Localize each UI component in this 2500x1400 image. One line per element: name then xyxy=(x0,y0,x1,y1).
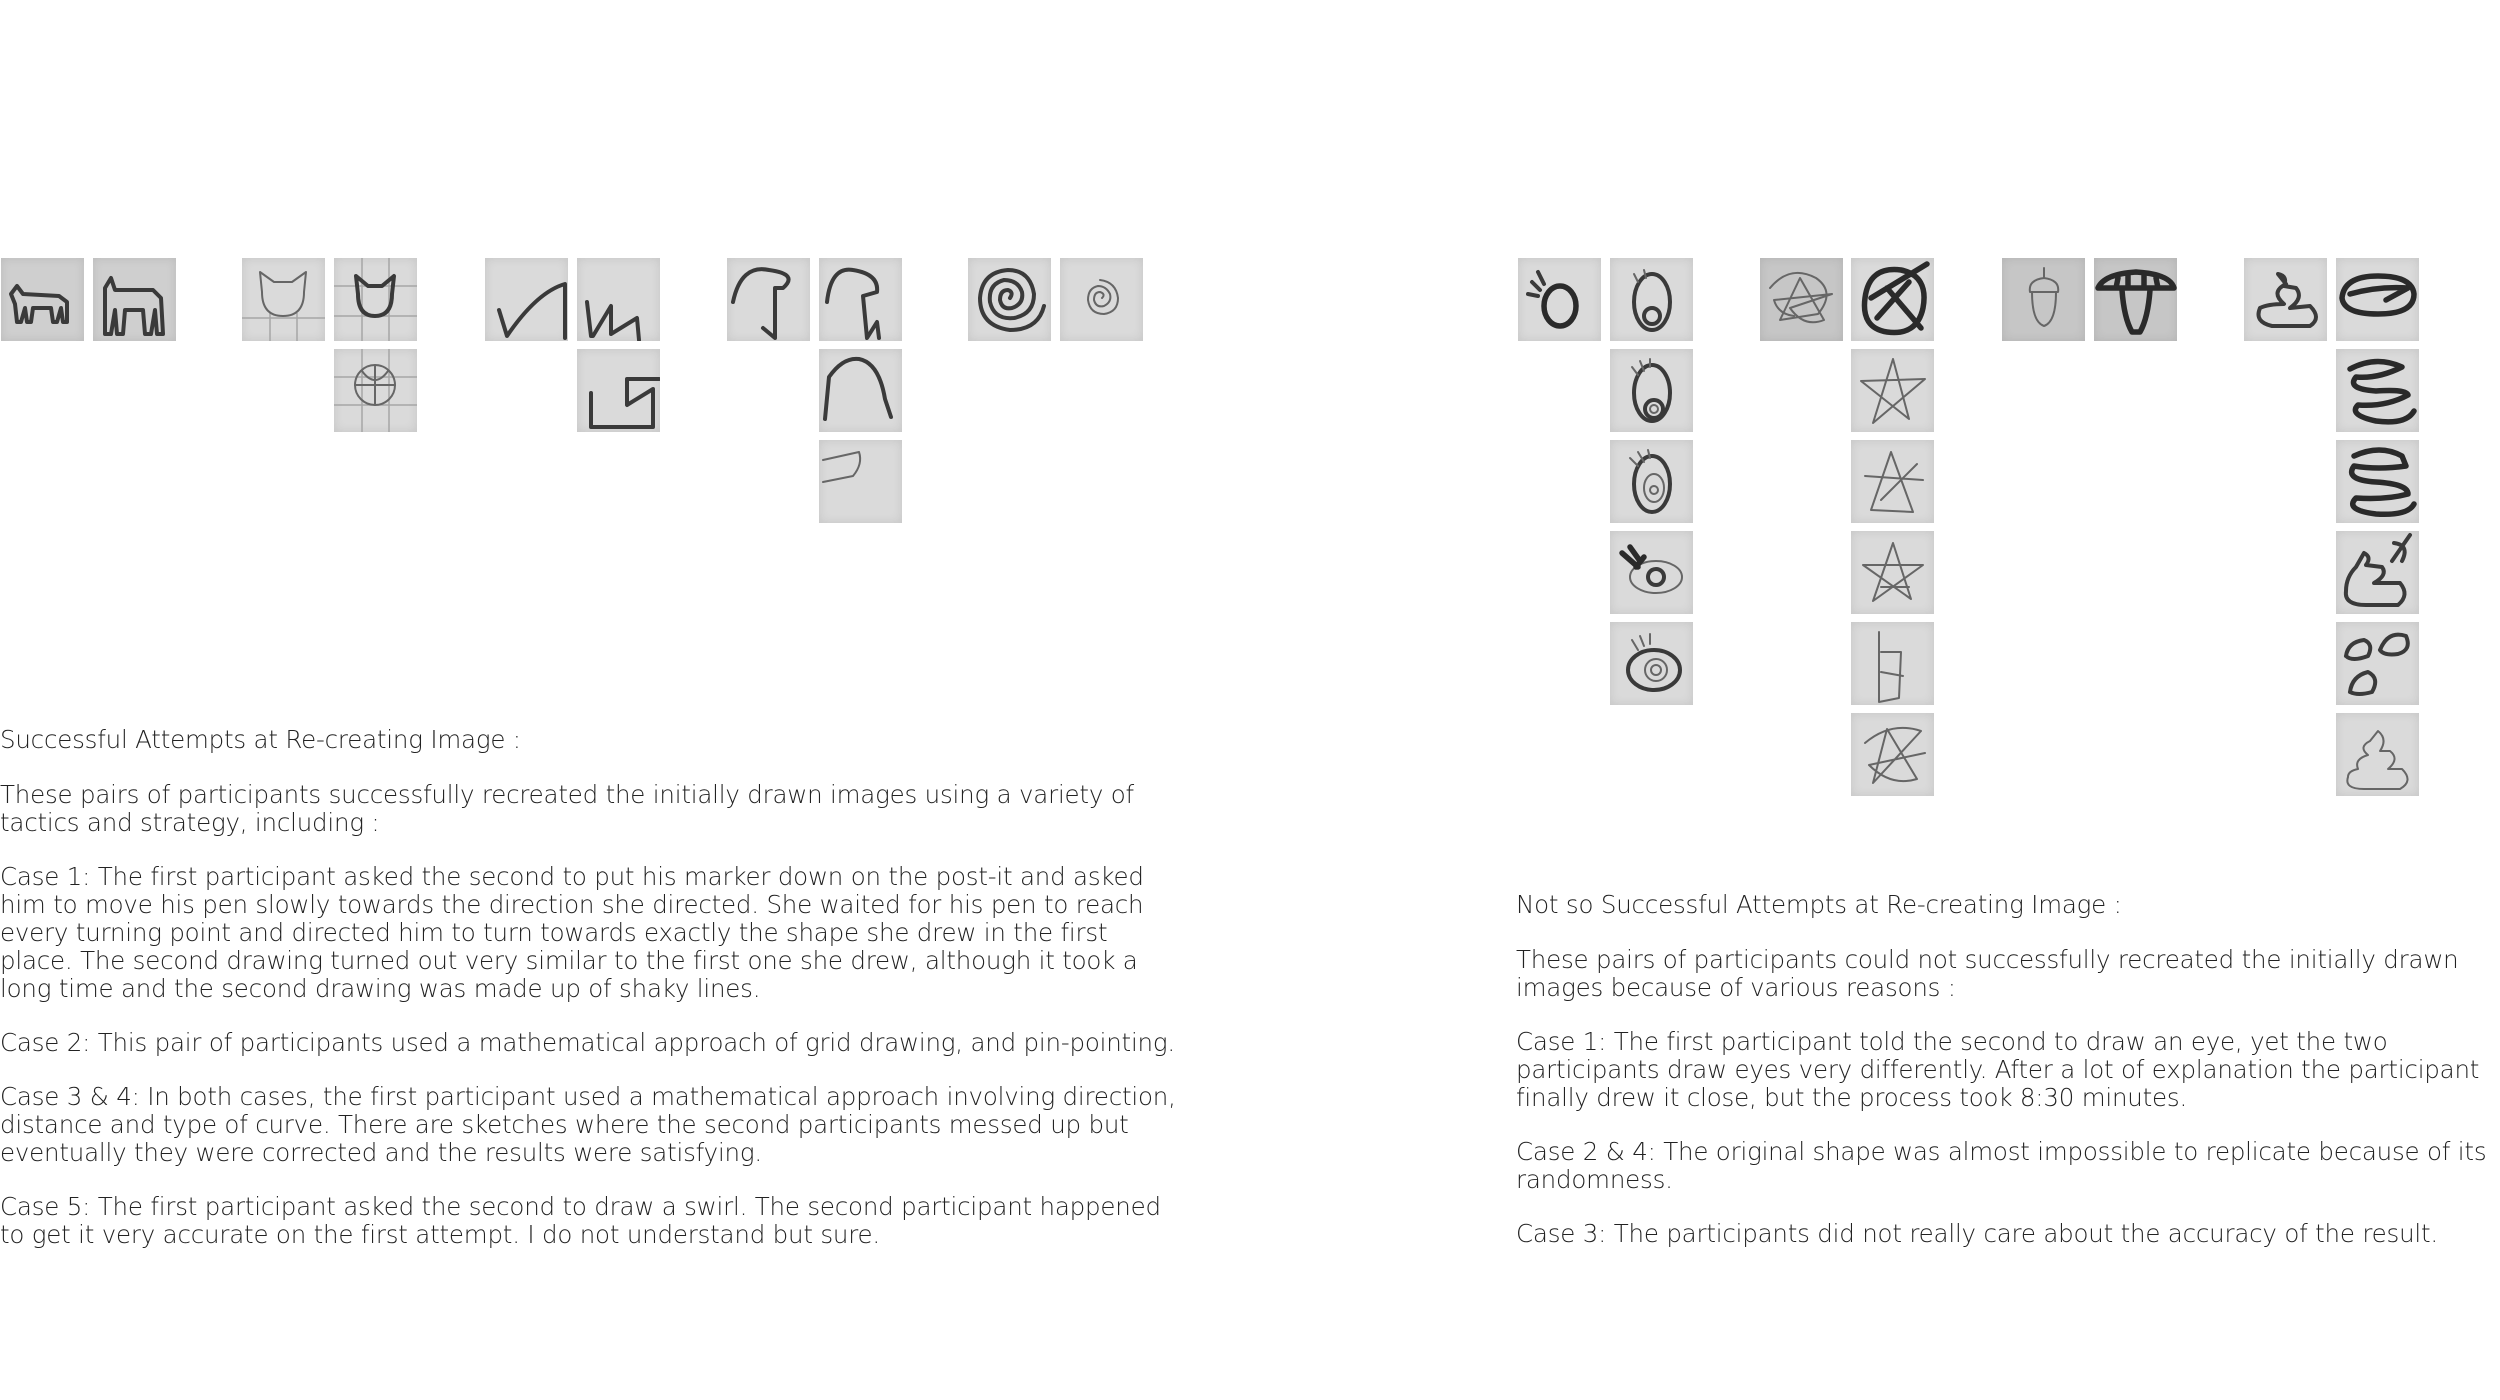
sketch-eye-copy-5 xyxy=(1610,622,1693,705)
sketch-eye-copy-3 xyxy=(1610,440,1693,523)
unsuccessful-case-2-4: Case 2 & 4: The original shape was almost impossible to replicate because of its randomness. xyxy=(1516,1137,2487,1194)
sketch-hook-attempt-3 xyxy=(819,440,902,523)
sketch-cat-grid-attempt xyxy=(334,349,417,432)
sketch-scribble-copy-5 xyxy=(1851,622,1934,705)
sketch-blob-copy-2 xyxy=(2336,349,2419,432)
unsuccessful-heading: Not so Successful Attempts at Re-creating Image : xyxy=(1516,890,2122,919)
sketch-blob-copy-4 xyxy=(2336,531,2419,614)
sketch-eye-copy-2 xyxy=(1610,349,1693,432)
unsuccessful-case-3: Case 3: The participants did not really care about the accuracy of the result. xyxy=(1516,1219,2439,1248)
sketch-swirl-copy xyxy=(1060,258,1143,341)
sketch-scribble-copy-6 xyxy=(1851,713,1934,796)
sketch-blob-copy-5 xyxy=(2336,622,2419,705)
sketch-dog-original xyxy=(1,258,84,341)
sketch-blob-copy-1 xyxy=(2336,258,2419,341)
sketch-dog-copy xyxy=(93,258,176,341)
sketch-check-original xyxy=(485,258,568,341)
successful-case-2: Case 2: This pair of participants used a mathematical approach of grid drawing, and pin-pointing. xyxy=(0,1028,1175,1057)
sketch-hook-attempt-2 xyxy=(819,349,902,432)
unsuccessful-attempts-section xyxy=(1516,891,2500,1274)
sketch-cat-grid-original xyxy=(242,258,325,341)
sketch-hook-original xyxy=(727,258,810,341)
sketch-hook-copy xyxy=(819,258,902,341)
successful-heading: Successful Attempts at Re-creating Image : xyxy=(0,725,521,754)
sketch-eye-original xyxy=(1518,258,1601,341)
sketch-cat-grid-copy xyxy=(334,258,417,341)
sketch-blob-original xyxy=(2244,258,2327,341)
sketch-check-attempt xyxy=(577,349,660,432)
successful-case-5: Case 5: The first participant asked the second to draw a swirl. The second participant happened to get it very accurate on the first attempt. I do not understand but sure. xyxy=(0,1192,1161,1249)
sketch-acorn-original xyxy=(2002,258,2085,341)
sketch-eye-copy-1 xyxy=(1610,258,1693,341)
successful-case-1: Case 1: The first participant asked the second to put his marker down on the post-it and asked him to move his pen slowly towards the direction she directed. She waited for his pen to reach every turning point and directed him to turn towards exactly the shape she drew in the first place. The second drawing turned out very similar to the first one she drew, although it took a long time and the second drawing was made up of shaky lines. xyxy=(0,862,1144,1003)
sketch-acorn-copy xyxy=(2094,258,2177,341)
sketch-eye-copy-4 xyxy=(1610,531,1693,614)
successful-attempts-section xyxy=(0,726,1180,1275)
successful-intro: These pairs of participants successfully recreated the initially drawn images using a variety of tactics and strategy, including : xyxy=(0,780,1134,837)
sketch-blob-copy-3 xyxy=(2336,440,2419,523)
sketch-swirl-original xyxy=(968,258,1051,341)
sketch-scribble-original xyxy=(1760,258,1843,341)
sketch-check-copy xyxy=(577,258,660,341)
sketch-scribble-copy-2 xyxy=(1851,349,1934,432)
sketch-scribble-copy-3 xyxy=(1851,440,1934,523)
successful-case-3-4: Case 3 & 4: In both cases, the first participant used a mathematical approach involving direction, distance and type of curve. There are sketches where the second participants messed up but eventually they were corrected and the results were satisfying. xyxy=(0,1082,1176,1167)
unsuccessful-intro: These pairs of participants could not successfully recreated the initially drawn images because of various reasons : xyxy=(1516,945,2459,1002)
sketch-scribble-copy-1 xyxy=(1851,258,1934,341)
unsuccessful-case-1: Case 1: The first participant told the second to draw an eye, yet the two participants draw eyes very differently. After a lot of explanation the participant finally drew it close, but the process took 8:30 minutes. xyxy=(1516,1027,2480,1112)
sketch-scribble-copy-4 xyxy=(1851,531,1934,614)
sketch-blob-copy-6 xyxy=(2336,713,2419,796)
